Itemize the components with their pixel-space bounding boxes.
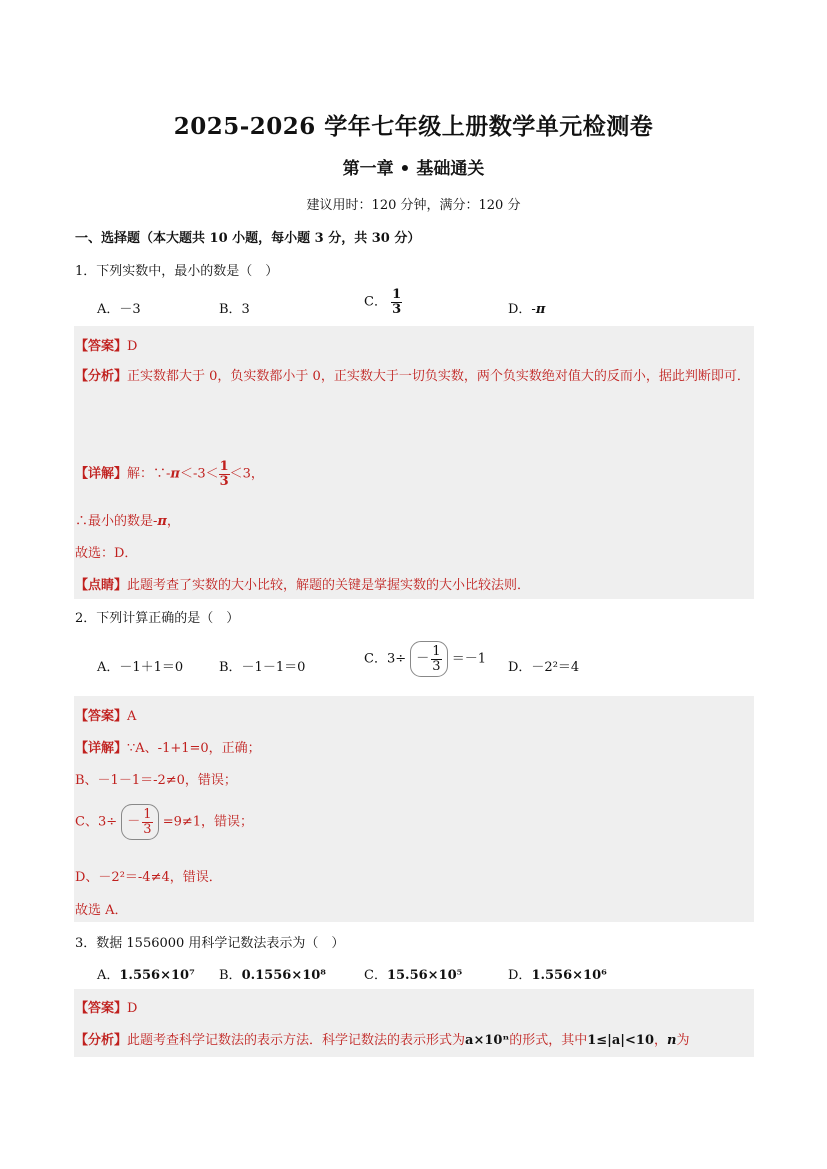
q3-option-d-prefix: D． <box>508 968 532 983</box>
analysis-end: 为 <box>676 1033 690 1048</box>
answer-value: D <box>127 1001 138 1016</box>
answer-value: A <box>127 709 137 724</box>
minus-sign: － <box>416 651 430 666</box>
chapter-subtitle: 第一章 • 基础通关 <box>342 159 485 179</box>
fraction-numerator: 1 <box>143 806 152 822</box>
q2-line-d: D、－2²＝-4≠4，错误． <box>75 870 222 885</box>
q2-option-c <box>364 641 486 677</box>
answer-tag: 【答案】 <box>75 339 128 354</box>
q2-answer <box>75 705 136 724</box>
q1-conclusion <box>75 510 180 529</box>
section-heading: 一、选择题（本大题共 10 小题，每小题 3 分，共 30 分） <box>75 231 421 246</box>
detail-tag: 【详解】 <box>75 741 128 756</box>
line-c-prefix: C、3÷ <box>75 814 118 830</box>
q1-comment <box>75 574 530 593</box>
q3-option-d-value: 1.556×10⁶ <box>531 968 607 983</box>
fraction-denominator: 3 <box>219 473 229 489</box>
q3-option-c-prefix: C． <box>364 968 387 983</box>
detail-prefix: 解：∵- <box>127 466 171 482</box>
q2-option-d: D．－2²＝4 <box>508 660 580 675</box>
q1-answer <box>75 335 137 354</box>
detail-suffix: ＜3， <box>229 466 264 482</box>
analysis-separator: ， <box>654 1033 668 1048</box>
fraction-numerator: 1 <box>219 459 229 474</box>
q2-line-b: B、－1－1＝-2≠0，错误； <box>75 773 237 788</box>
conclusion-prefix: ∴最小的数是- <box>75 514 158 529</box>
page-title: 2025-2026 学年七年级上册数学单元检测卷 <box>173 113 654 140</box>
q3-option-a <box>97 964 195 983</box>
q1-analysis <box>75 362 755 392</box>
fraction <box>142 808 152 836</box>
answer-value: D <box>127 339 138 354</box>
q3-answer <box>75 997 137 1016</box>
fraction-denominator: 3 <box>432 658 441 674</box>
q3-option-c <box>364 964 462 983</box>
parenthesized-fraction <box>410 641 447 677</box>
q3-option-c-value: 15.56×10⁵ <box>386 968 463 983</box>
q2-option-b: B．－1－1＝0 <box>219 660 306 675</box>
line-c-suffix: =9≠1，错误； <box>162 814 254 830</box>
parenthesized-fraction <box>121 804 158 840</box>
detail-mid: ＜-3＜ <box>179 466 219 482</box>
q1-option-b: B．3 <box>219 302 250 317</box>
q2-detail <box>75 737 261 756</box>
q3-option-a-prefix: A． <box>97 968 120 983</box>
question-3-stem: 3．数据 1556000 用科学记数法表示为（ ） <box>75 936 345 951</box>
q1-option-c-fraction <box>391 288 402 316</box>
q2-option-c-prefix: C．3÷ <box>364 651 407 667</box>
q1-option-c <box>364 288 402 316</box>
q3-option-b <box>219 964 326 983</box>
fraction <box>431 645 441 673</box>
answer-tag: 【答案】 <box>75 709 128 724</box>
q1-option-d-prefix: D．- <box>508 302 536 317</box>
n-variable: n <box>667 1033 677 1048</box>
detail-text: ∵A、-1+1=0，正确； <box>127 741 261 756</box>
answer-tag: 【答案】 <box>75 1001 128 1016</box>
q2-option-a: A．－1＋1＝0 <box>97 660 184 675</box>
analysis-text: 正实数都大于 0，负实数都小于 0，正实数大于一切负实数，两个负实数绝对值大的反而小，据此判断即可． <box>127 369 750 384</box>
q3-option-d <box>508 964 607 983</box>
q2-option-c-suffix: ＝－1 <box>451 651 486 667</box>
q1-option-a: A．－3 <box>97 302 141 317</box>
question-1-stem: 1．下列实数中，最小的数是（ ） <box>75 264 279 279</box>
q1-option-c-prefix: C． <box>364 294 387 310</box>
analysis-tag: 【分析】 <box>75 369 128 384</box>
q1-option-d <box>508 298 545 317</box>
q3-analysis <box>75 1029 690 1048</box>
q1-choice: 故选：D． <box>75 546 138 561</box>
detail-fraction <box>219 460 230 488</box>
fraction-denominator: 3 <box>392 301 402 317</box>
q2-line-c <box>75 804 253 840</box>
q3-option-a-value: 1.556×10⁷ <box>119 968 195 983</box>
analysis-mid: 的形式，其中 <box>509 1033 588 1048</box>
q2-line-end: 故选 A． <box>75 903 128 918</box>
sci-notation-form: a×10ⁿ <box>465 1033 510 1048</box>
q3-option-b-prefix: B． <box>219 968 242 983</box>
range-condition: 1≤|a|<10 <box>587 1033 655 1048</box>
pi-symbol: π <box>535 302 546 317</box>
q1-detail <box>75 460 264 488</box>
minus-sign: － <box>127 814 141 829</box>
fraction-numerator: 1 <box>392 287 402 302</box>
analysis-text: 此题考查科学记数法的表示方法．科学记数法的表示形式为 <box>127 1033 466 1048</box>
fraction-numerator: 1 <box>432 643 441 659</box>
fraction-denominator: 3 <box>143 821 152 837</box>
q3-option-b-value: 0.1556×10⁸ <box>241 968 326 983</box>
question-2-stem: 2．下列计算正确的是（ ） <box>75 611 240 626</box>
analysis-tag: 【分析】 <box>75 1033 128 1048</box>
time-score-info: 建议用时：120 分钟，满分：120 分 <box>306 198 521 213</box>
detail-tag: 【详解】 <box>75 466 128 482</box>
pi-symbol: π <box>170 466 180 482</box>
comment-tag: 【点睛】 <box>75 578 128 593</box>
comment-text: 此题考查了实数的大小比较，解题的关键是掌握实数的大小比较法则． <box>127 578 531 593</box>
pi-symbol: π <box>157 514 167 529</box>
conclusion-suffix: ， <box>166 514 180 529</box>
